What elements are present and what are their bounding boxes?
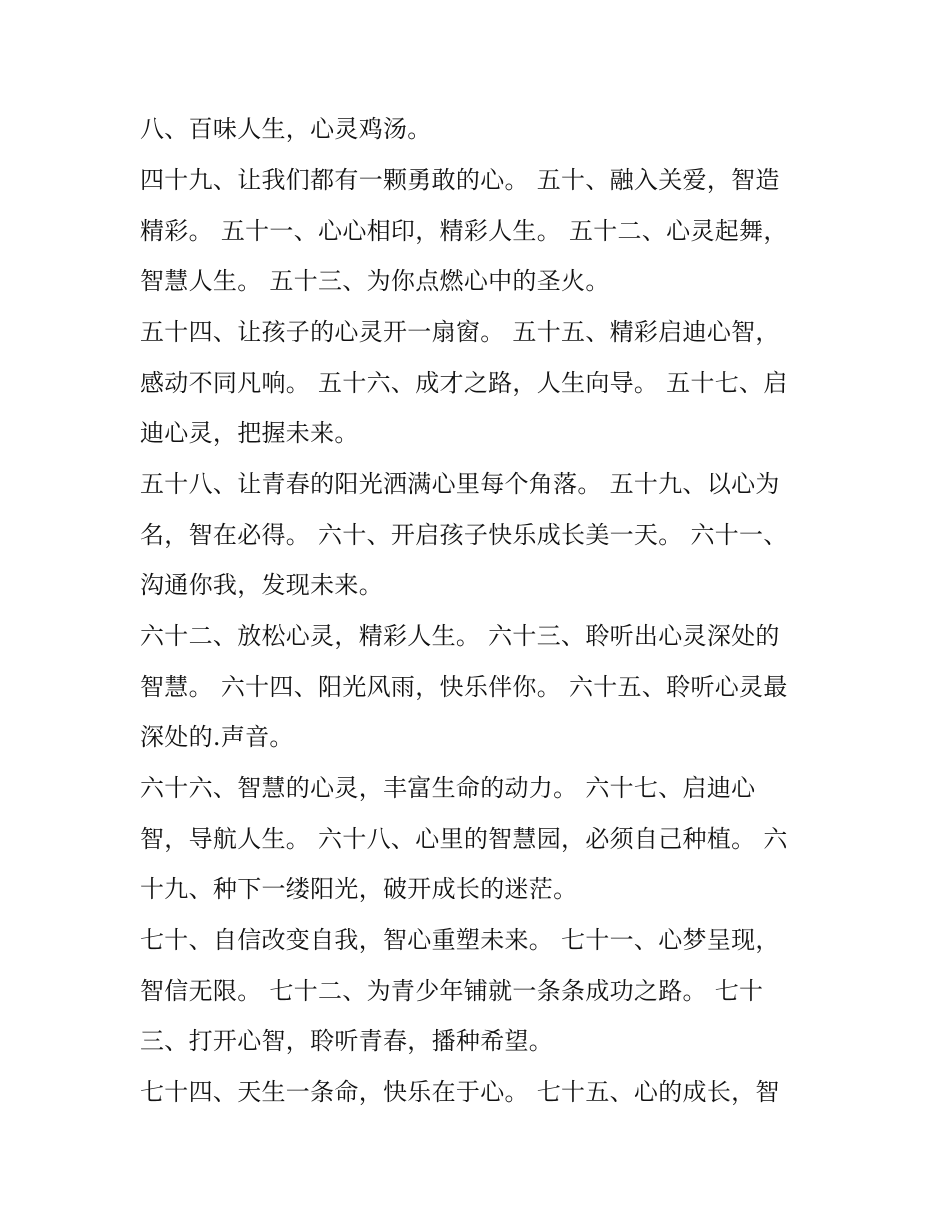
text-line: 六十二、放松心灵，精彩人生。 六十三、聆听出心灵深处的 (140, 622, 780, 650)
text-line: 感动不同凡响。 五十六、成才之路，人生向导。 五十七、启 (140, 369, 788, 397)
text-line: 七十四、天生一条命，快乐在于心。 七十五、心的成长，智 (140, 1078, 780, 1106)
text-line: 三、打开心智，聆听青春，播种希望。 (140, 1027, 554, 1055)
text-line: 沟通你我，发现未来。 (140, 571, 383, 599)
text-line: 迪心灵，把握未来。 (140, 419, 359, 447)
text-line: 八、百味人生，心灵鸡汤。 (140, 115, 432, 143)
text-line: 精彩。 五十一、心心相印，精彩人生。 五十二、心灵起舞， (140, 217, 788, 245)
text-line: 四十九、让我们都有一颗勇敢的心。 五十、融入关爱，智造 (140, 166, 780, 194)
text-line: 智慧。 六十四、阳光风雨，快乐伴你。 六十五、聆听心灵最 (140, 673, 788, 701)
text-line: 智信无限。 七十二、为青少年铺就一条条成功之路。 七十 (140, 977, 764, 1005)
text-line: 五十四、让孩子的心灵开一扇窗。 五十五、精彩启迪心智， (140, 318, 780, 346)
text-line: 深处的.声音。 (140, 723, 294, 751)
text-line: 五十八、让青春的阳光洒满心里每个角落。 五十九、以心为 (140, 470, 780, 498)
text-line: 七十、自信改变自我，智心重塑未来。 七十一、心梦呈现， (140, 926, 780, 954)
text-line: 十九、种下一缕阳光，破开成长的迷茫。 (140, 875, 578, 903)
text-line: 六十六、智慧的心灵，丰富生命的动力。 六十七、启迪心 (140, 774, 756, 802)
text-line: 智慧人生。 五十三、为你点燃心中的圣火。 (140, 267, 610, 295)
text-line: 名，智在必得。 六十、开启孩子快乐成长美一天。 六十一、 (140, 521, 788, 549)
text-line: 智，导航人生。 六十八、心里的智慧园，必须自己种植。 六 (140, 825, 788, 853)
